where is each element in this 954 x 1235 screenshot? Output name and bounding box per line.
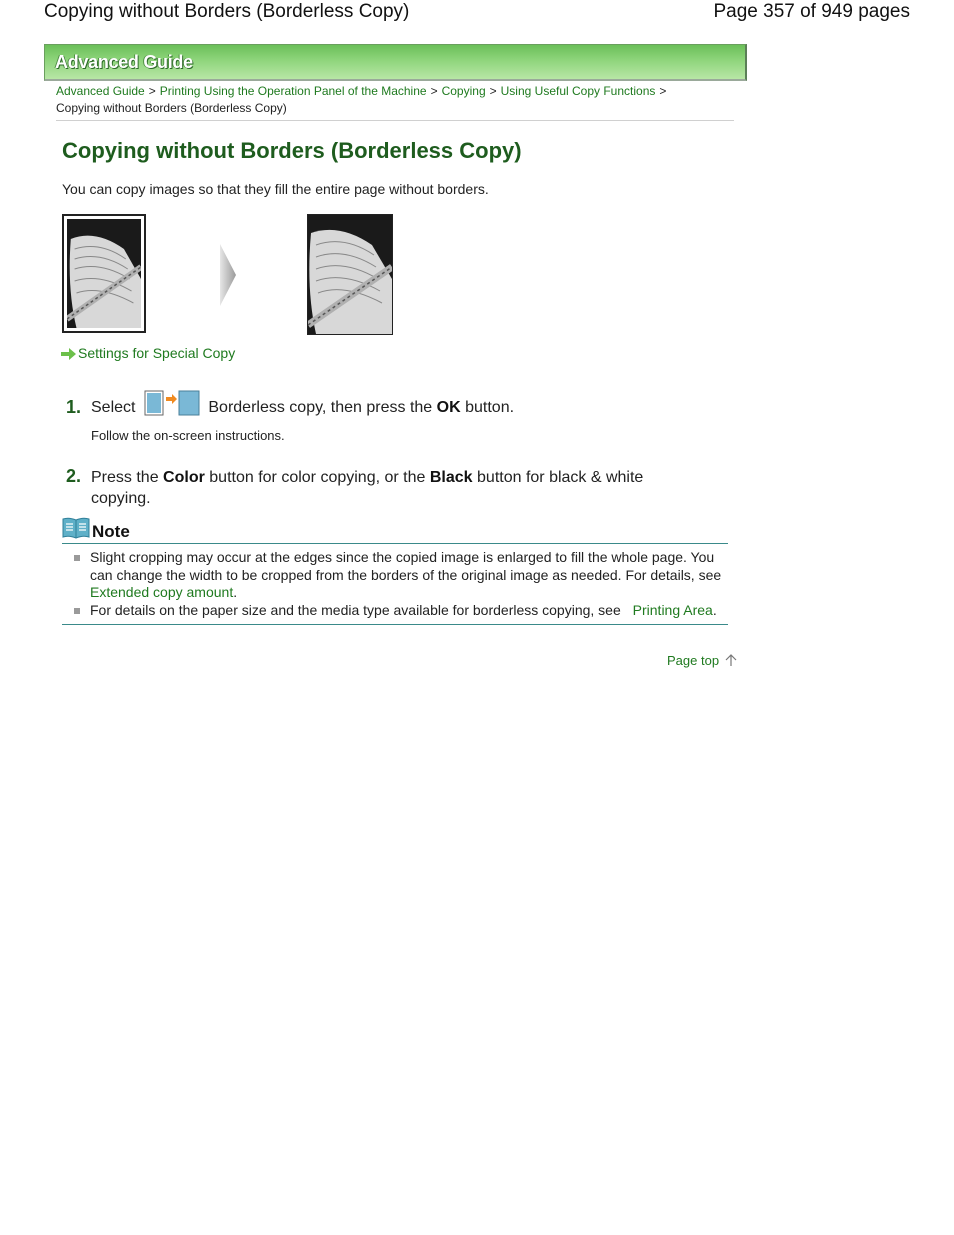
breadcrumb-operation-panel[interactable]: Printing Using the Operation Panel of the Machine xyxy=(159,84,427,98)
breadcrumb-separator: > xyxy=(489,84,497,98)
step-text: Select xyxy=(91,399,136,416)
breadcrumb-separator: > xyxy=(430,84,438,98)
note-list xyxy=(62,549,728,619)
step-text: Press the xyxy=(91,469,159,486)
sheet-music-photo-icon xyxy=(308,215,392,334)
banner-label: Advanced Guide xyxy=(55,52,193,72)
pdf-header xyxy=(0,0,954,30)
bullet-icon xyxy=(74,555,80,561)
intro-text: You can copy images so that they fill the entire page without borders. xyxy=(62,181,489,197)
step-text: button for black & white copying. xyxy=(91,469,644,507)
settings-special-copy-label: Settings for Special Copy xyxy=(78,345,236,361)
note-period: . xyxy=(233,584,238,600)
breadcrumb xyxy=(56,83,736,117)
printing-area-link[interactable]: Printing Area xyxy=(632,601,713,618)
breadcrumb-separator: > xyxy=(148,84,156,98)
breadcrumb-advanced-guide[interactable]: Advanced Guide xyxy=(56,84,145,98)
note-label: Note xyxy=(92,522,130,541)
step-number: 2. xyxy=(66,466,82,486)
step-number: 1. xyxy=(66,397,82,417)
page-top-link[interactable] xyxy=(667,653,737,668)
breadcrumb-divider xyxy=(56,120,734,121)
arrow-right-icon xyxy=(219,244,237,306)
breadcrumb-useful-copy-functions[interactable]: Using Useful Copy Functions xyxy=(500,84,656,98)
ok-button-label: OK xyxy=(436,399,461,416)
note-period: . xyxy=(712,601,717,618)
black-button-label: Black xyxy=(429,469,473,486)
borderless-copy-image xyxy=(307,214,393,335)
page-counter: Page 357 of 949 pages xyxy=(713,1,910,22)
advanced-guide-banner xyxy=(44,44,747,81)
breadcrumb-copying[interactable]: Copying xyxy=(441,84,486,98)
bordered-copy-image xyxy=(62,214,146,333)
step-text: button. xyxy=(465,399,515,416)
page-title: Copying without Borders (Borderless Copy) xyxy=(62,138,522,163)
note-header xyxy=(62,517,728,544)
color-button-label: Color xyxy=(163,469,205,486)
step-text: button for color copying, or the xyxy=(209,469,426,486)
extended-copy-amount-link[interactable]: Extended copy amount xyxy=(90,584,234,600)
settings-special-copy-link[interactable] xyxy=(61,345,235,361)
page-top-label: Page top xyxy=(667,653,720,668)
step-2 xyxy=(66,467,706,511)
step-text: Borderless copy, then press the xyxy=(208,399,433,416)
note-item xyxy=(62,602,728,620)
sheet-music-photo-icon xyxy=(67,219,141,328)
arrow-up-icon xyxy=(725,654,737,667)
note-book-icon xyxy=(62,517,90,539)
breadcrumb-separator: > xyxy=(659,84,667,98)
step-1 xyxy=(66,398,726,448)
bullet-icon xyxy=(74,608,80,614)
step-1-instructions: Follow the on-screen instructions. xyxy=(91,428,285,443)
green-arrow-icon xyxy=(61,348,76,360)
document-title: Copying without Borders (Borderless Copy) xyxy=(44,1,410,22)
borderless-copy-mode-icon xyxy=(144,390,200,416)
breadcrumb-current: Copying without Borders (Borderless Copy) xyxy=(56,101,287,115)
note-item xyxy=(62,549,728,602)
note-divider xyxy=(62,624,728,625)
note-text: For details on the paper size and the media type available for borderless copying, see xyxy=(90,601,621,618)
note-text: Slight cropping may occur at the edges since the copied image is enlarged to fill the whole page. You can change the width to be cropped from the borders of the original image as needed. For details, see xyxy=(90,549,722,583)
